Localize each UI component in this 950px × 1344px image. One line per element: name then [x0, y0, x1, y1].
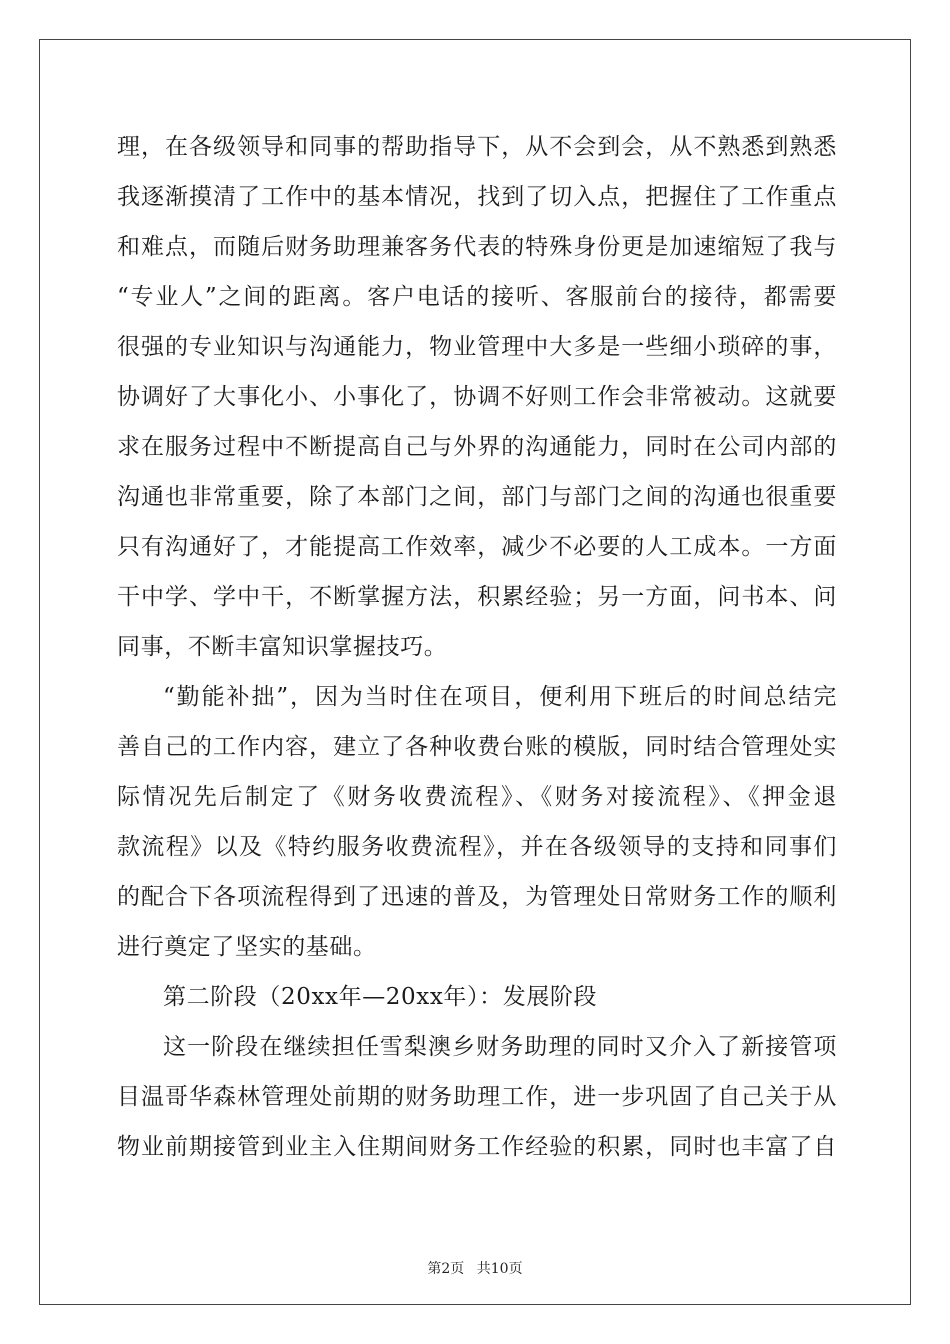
text-line: 善自己的工作内容，建立了各种收费台账的模版，同时结合管理处实 [117, 734, 837, 760]
text-line: 和难点，而随后财务助理兼客务代表的特殊身份更是加速缩短了我与 [117, 234, 837, 260]
paragraph-start-line: 这一阶段在继续担任雪梨澳乡财务助理的同时又介入了新接管项 [163, 1034, 837, 1060]
text-line: 理，在各级领导和同事的帮助指导下，从不会到会，从不熟悉到熟悉 [117, 134, 837, 160]
page-total: 共10页 [476, 1261, 523, 1277]
text-line: 目温哥华森林管理处前期的财务助理工作，进一步巩固了自己关于从 [117, 1084, 837, 1110]
page-footer [0, 1258, 950, 1278]
text-line: 进行奠定了坚实的基础。 [117, 934, 377, 960]
paragraph-start-line: “勤能补拙”，因为当时住在项目，便利用下班后的时间总结完 [163, 684, 837, 710]
text-line: 很强的专业知识与沟通能力，物业管理中大多是一些细小琐碎的事， [117, 334, 837, 360]
text-line: “专业人”之间的距离。客户电话的接听、客服前台的接待，都需要 [117, 284, 837, 310]
text-line: 物业前期接管到业主入住期间财务工作经验的积累，同时也丰富了自 [117, 1134, 837, 1160]
text-line: 际情况先后制定了《财务收费流程》、《财务对接流程》、《押金退 [117, 784, 837, 810]
text-line: 沟通也非常重要，除了本部门之间，部门与部门之间的沟通也很重要 [117, 484, 837, 510]
text-line: 的配合下各项流程得到了迅速的普及，为管理处日常财务工作的顺利 [117, 884, 837, 910]
text-line: 干中学、学中干，不断掌握方法，积累经验；另一方面，问书本、问 [117, 584, 837, 610]
text-line: 求在服务过程中不断提高自己与外界的沟通能力，同时在公司内部的 [117, 434, 837, 460]
text-line: 我逐渐摸清了工作中的基本情况，找到了切入点，把握住了工作重点 [117, 184, 837, 210]
text-line: 同事，不断丰富知识掌握技巧。 [117, 634, 448, 660]
document-body [117, 127, 837, 1177]
text-line: 款流程》以及《特约服务收费流程》，并在各级领导的支持和同事们 [117, 834, 837, 860]
text-line: 协调好了大事化小、小事化了，协调不好则工作会非常被动。这就要 [117, 384, 837, 410]
page-number: 第2页 [427, 1261, 465, 1277]
text-line: 只有沟通好了，才能提高工作效率，减少不必要的人工成本。一方面 [117, 534, 837, 560]
section-heading: 第二阶段（20xx年—20xx年）：发展阶段 [163, 984, 598, 1010]
